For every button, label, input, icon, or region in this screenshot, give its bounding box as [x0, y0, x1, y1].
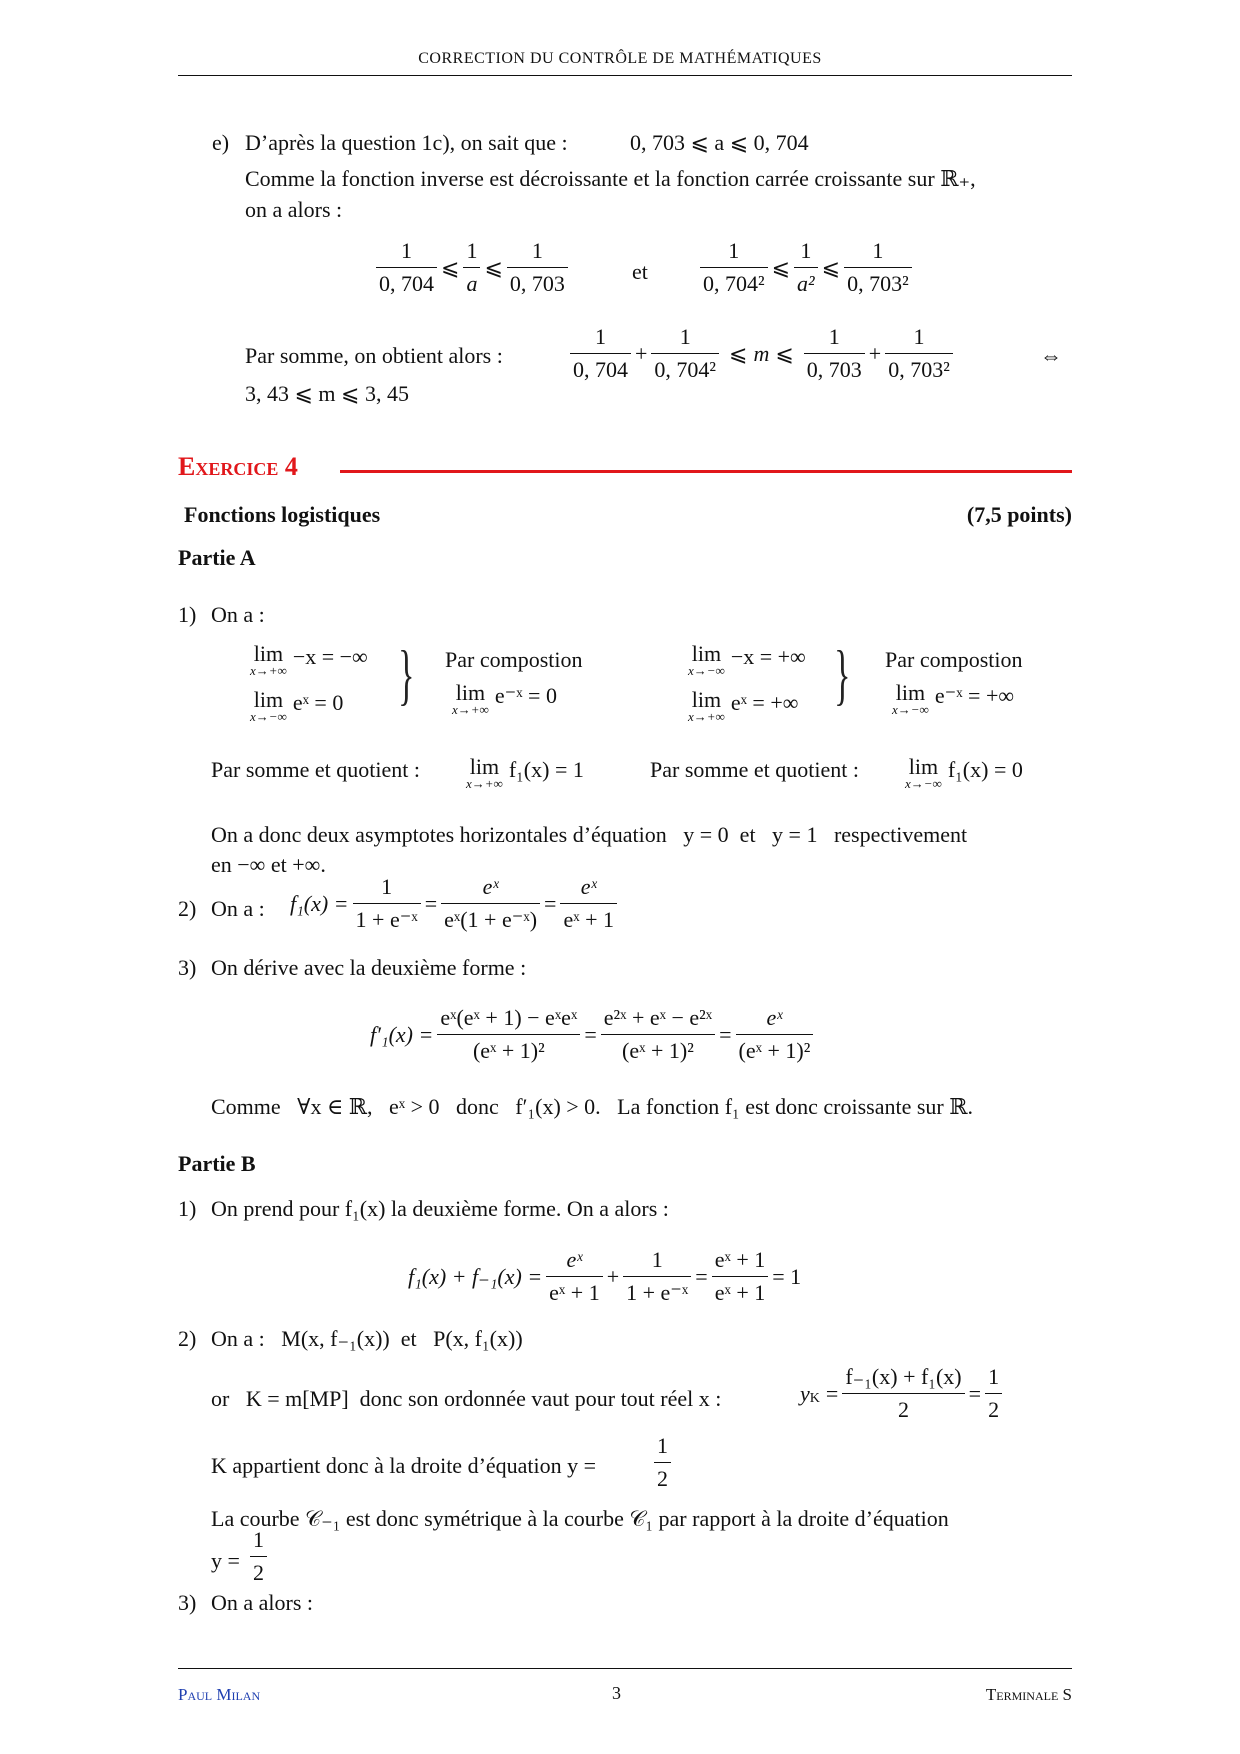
sq-right-text: Par somme et quotient :: [650, 757, 859, 782]
partA-q3-label: 3): [178, 955, 197, 980]
sq-right-lim: lim x→−∞ f₁(x) = 0: [905, 754, 1023, 791]
partB-q1-label: 1): [178, 1196, 197, 1221]
lim-right-1: lim x→−∞ −x = +∞: [688, 641, 806, 678]
derivative: f′₁(x) = $\frac{\text{eˣ(eˣ + 1) − eˣeˣ}}{\text{(eˣ + 1)²}}$ = $\frac{\text{e²ˣ + eˣ − e²ˣ}}{\text{(eˣ + 1)²}}$ = $\frac{\text{eˣ}}{\text{(eˣ + 1)²}}$: [370, 1005, 817, 1064]
compo-right: lim x→−∞ e⁻ˣ = +∞: [892, 680, 1015, 717]
partB-q2-sym1: La courbe 𝒞₋₁ est donc symétrique à la courbe 𝒞₁ par rapport à la droite d’équation: [211, 1506, 949, 1531]
partB-q3-intro: On a alors :: [211, 1590, 314, 1615]
partB-q2-label: 2): [178, 1326, 197, 1351]
footer-rule: [178, 1668, 1072, 1669]
exercise-title: Exercice 4: [178, 452, 298, 481]
partB-q3-label: 3): [178, 1590, 197, 1615]
exercise-rule: [340, 470, 1072, 473]
sum-result: 3, 43 ⩽ m ⩽ 3, 45: [245, 381, 409, 406]
partB-q1-intro: On prend pour f₁(x) la deuxième forme. On a alors :: [211, 1196, 669, 1221]
compo-left-label: Par compostion: [445, 647, 583, 672]
header-rule: [178, 75, 1072, 76]
brace-left: }: [398, 636, 415, 712]
partA-q3-intro: On dérive avec la deuxième forme :: [211, 955, 527, 980]
partB-q2-kline: K appartient donc à la droite d’équation y =: [211, 1453, 597, 1478]
lim-right-2: lim x→+∞ eˣ = +∞: [688, 687, 799, 724]
yk-formula: y K = $\frac{\text{f₋₁(x) + f₁(x)}}{2}$ = $\frac{1}{2}$: [800, 1364, 1006, 1423]
lim-left-2: lim x→−∞ eˣ = 0: [250, 687, 344, 724]
q-e-bound: 0, 703 ⩽ a ⩽ 0, 704: [630, 130, 809, 155]
sq-left-lim: lim x→+∞ f₁(x) = 1: [466, 754, 584, 791]
partA-q2-label: 2): [178, 896, 197, 921]
asymptotes-line2: en −∞ et +∞.: [211, 852, 326, 877]
partB-q2-or: or K = m[MP] donc son ordonnée vaut pour tout réel x :: [211, 1386, 722, 1411]
sq-left-text: Par somme et quotient :: [211, 757, 420, 782]
footer-class: Terminale S: [985, 1685, 1072, 1704]
partA-q2-intro: On a :: [211, 896, 265, 921]
half-fraction-2: $\frac{1}{2}$: [246, 1527, 271, 1586]
lim-left-1: lim x→+∞ −x = −∞: [250, 641, 368, 678]
q-e-label: e): [212, 130, 230, 155]
q-e-et: et: [632, 259, 648, 284]
exercise-points: (7,5 points): [966, 502, 1072, 527]
square-inequality: $\frac{1}{\text{0, 704²}}$ ⩽ $\frac{1}{\text{a²}}$ ⩽ $\frac{1}{\text{0, 703²}}$: [696, 238, 916, 297]
q-e-intro: D’après la question 1c), on sait que :: [245, 130, 568, 155]
equiv-symbol: ⇔: [1040, 343, 1062, 368]
q-e-line2: Comme la fonction inverse est décroissante et la fonction carrée croissante sur ℝ₊,: [245, 166, 976, 191]
footer-page-number: 3: [612, 1683, 621, 1703]
compo-left: lim x→+∞ e⁻ˣ = 0: [452, 680, 557, 717]
partB-q2-sym2: y =: [211, 1548, 240, 1573]
footer-author: Paul Milan: [178, 1685, 261, 1704]
half-fraction-1: $\frac{1}{2}$: [650, 1433, 675, 1492]
compo-right-label: Par compostion: [885, 647, 1023, 672]
asymptotes-line1: On a donc deux asymptotes horizontales d’équation y = 0 et y = 1 respectivement: [211, 822, 968, 847]
page-header: CORRECTION DU CONTRÔLE DE MATHÉMATIQUES: [418, 50, 822, 67]
partB-title: Partie B: [178, 1151, 256, 1176]
brace-right: }: [834, 636, 851, 712]
partA-q3-conclusion: Comme ∀x ∈ ℝ, eˣ > 0 donc f′₁(x) > 0. La fonction f₁ est donc croissante sur ℝ.: [211, 1094, 974, 1119]
partA-title: Partie A: [178, 545, 256, 570]
f1-forms: f₁(x) = $\frac{1}{\text{1 + e⁻ˣ}}$ = $\frac{\text{eˣ}}{\text{eˣ(1 + e⁻ˣ)}}$ = $\frac{\text{eˣ}}{\text{eˣ + 1}}$: [290, 874, 621, 933]
sum-intro: Par somme, on obtient alors :: [245, 343, 503, 368]
q-e-line3: on a alors :: [245, 197, 343, 222]
partA-q1-intro: On a :: [211, 602, 265, 627]
sum-inequality: $\frac{1}{0, 704}$ + $\frac{1}{\text{0, 704²}}$ ⩽ m ⩽ $\frac{1}{0, 703}$ + $\frac{1}{\text{0, 703²}}$: [566, 324, 957, 383]
partB-q2-intro: On a : M(x, f₋₁(x)) et P(x, f₁(x)): [211, 1326, 523, 1351]
sum-identity: f₁(x) + f₋₁(x) = $\frac{\text{eˣ}}{\text{eˣ + 1}}$ + $\frac{1}{\text{1 + e⁻ˣ}}$ = $\frac{\text{eˣ + 1}}{\text{eˣ + 1}}$ = 1: [408, 1247, 802, 1305]
inverse-inequality: $\frac{1}{0, 704}$ ⩽ $\frac{1}{a}$ ⩽ $\frac{1}{0, 703}$: [372, 238, 572, 297]
partA-q1-label: 1): [178, 602, 197, 627]
exercise-subtitle: Fonctions logistiques: [184, 502, 381, 527]
